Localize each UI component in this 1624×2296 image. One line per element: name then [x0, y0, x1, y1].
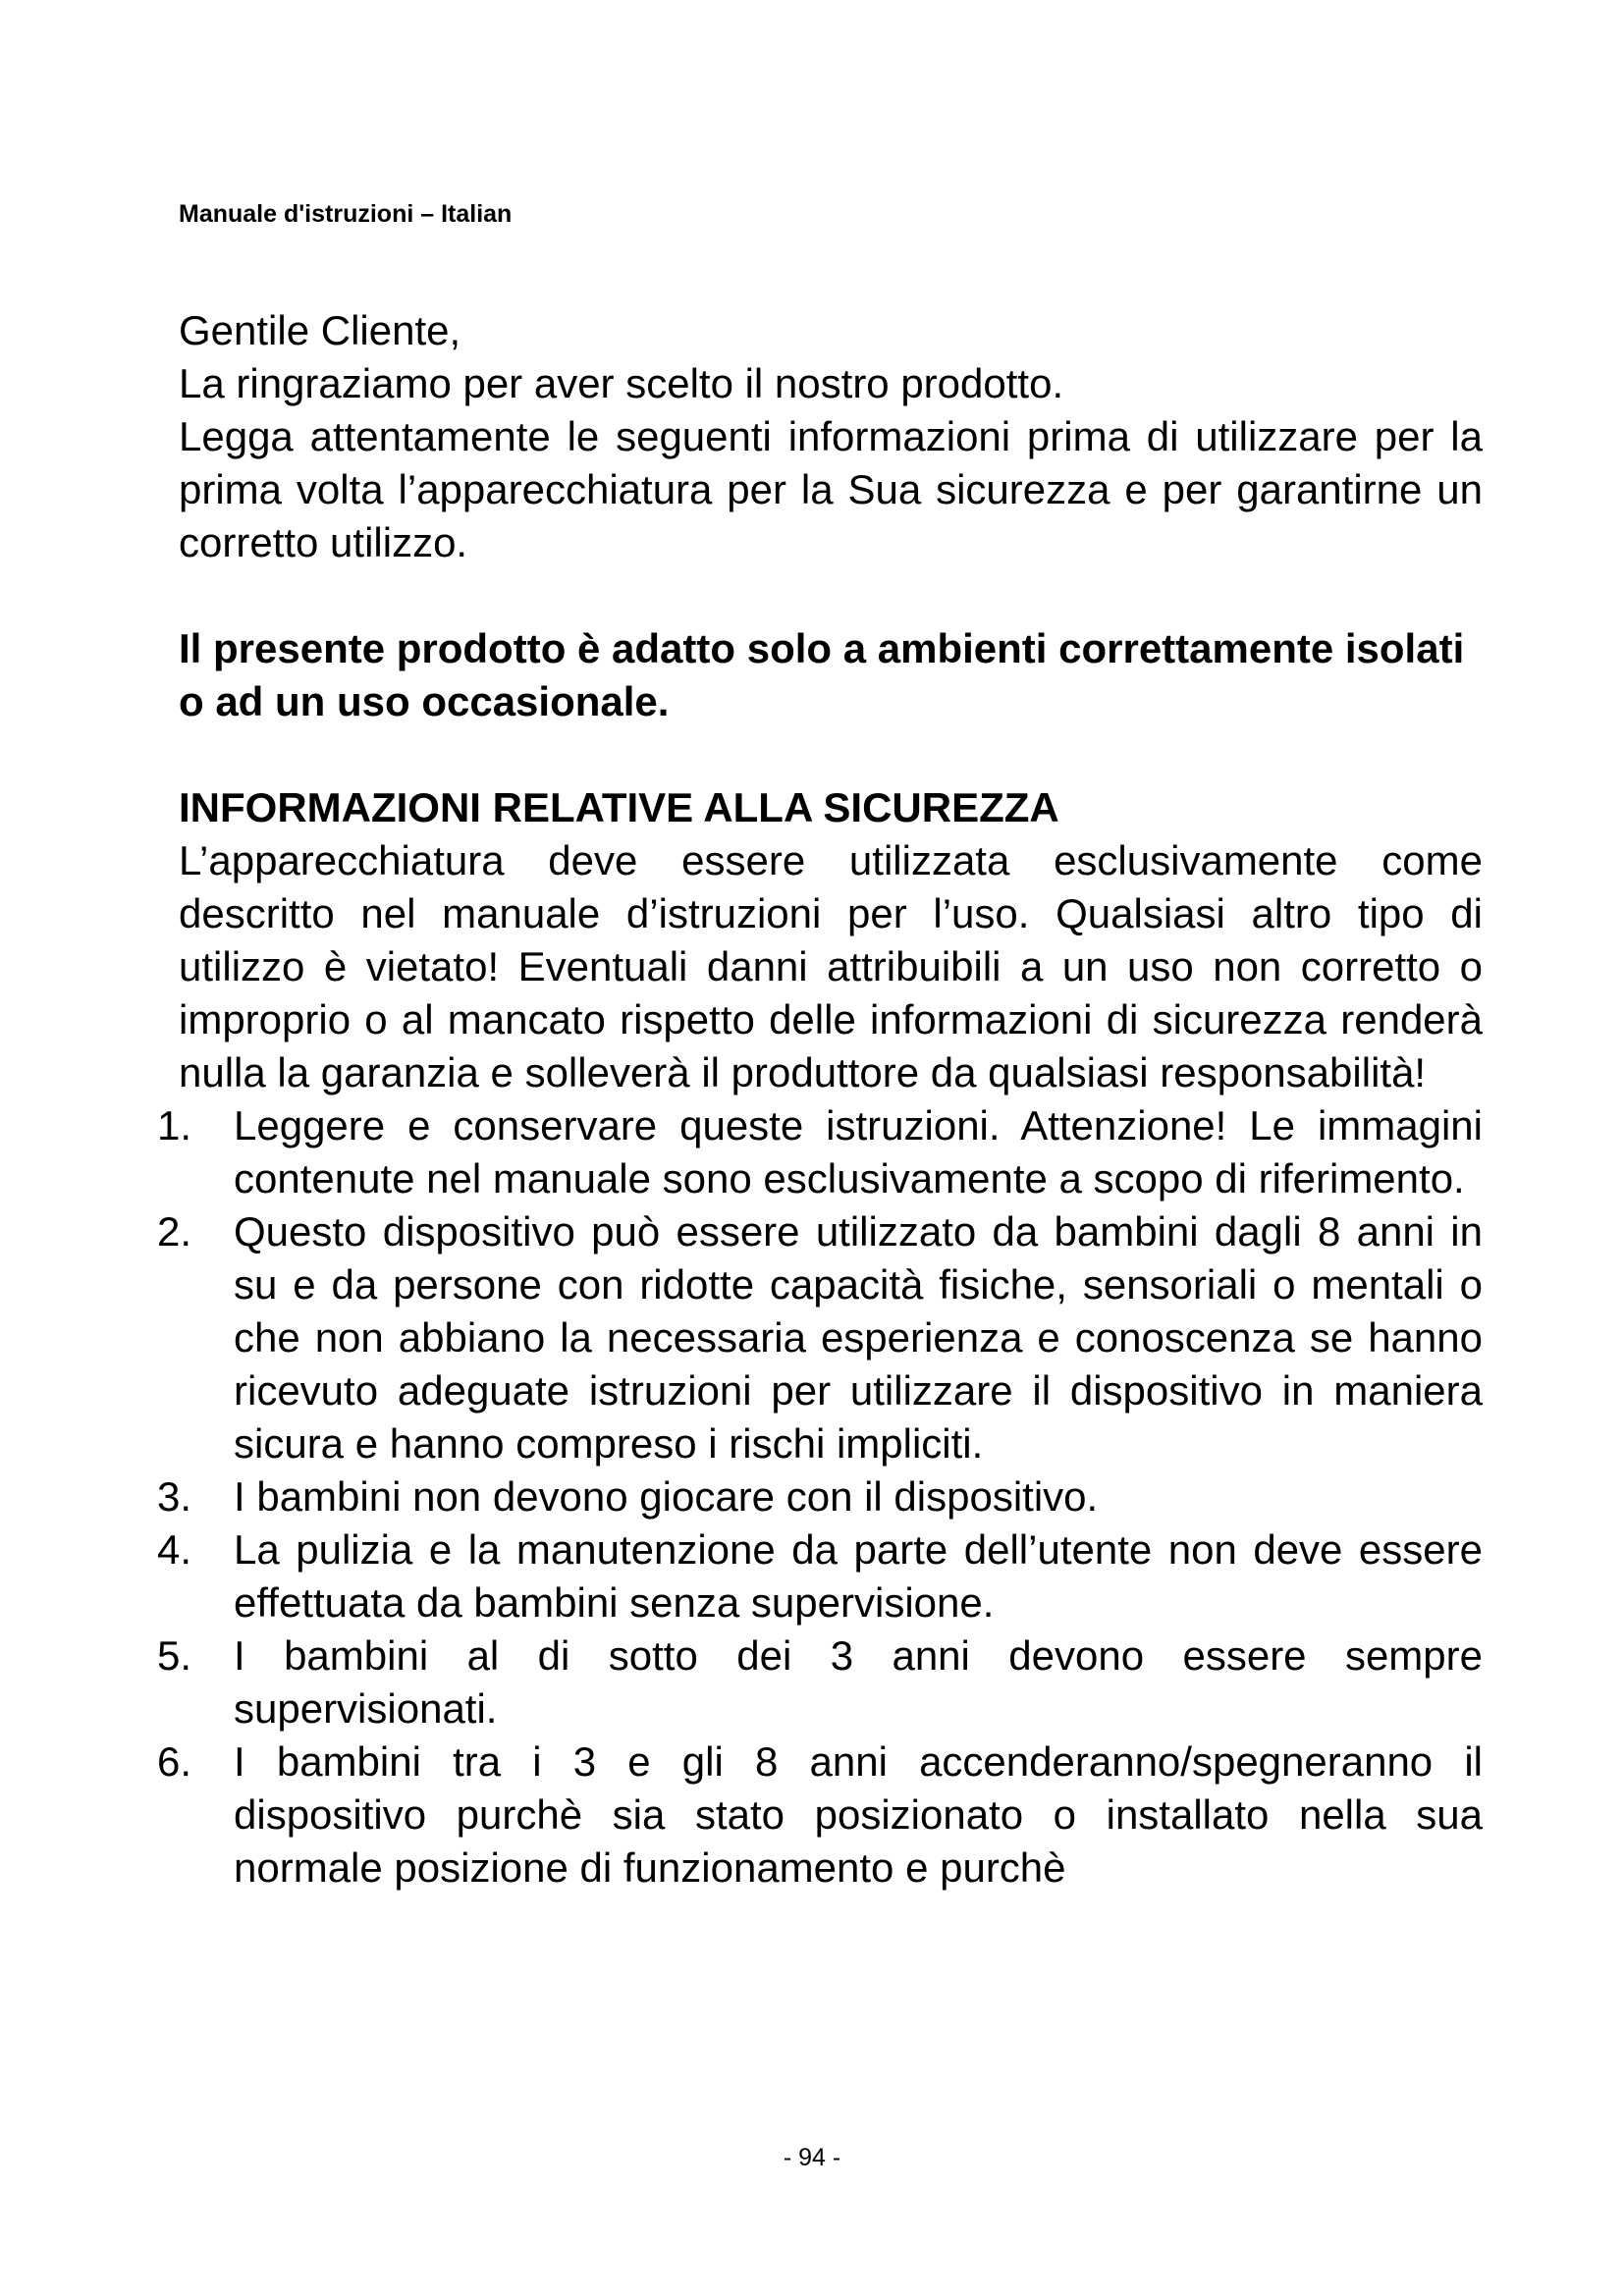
list-item-text: Leggere e conservare queste istruzioni. Attenzione! Le immagini contenute nel manuale sono esclusivamente a scopo di riferimento.: [234, 1102, 1483, 1201]
list-item: [157, 1205, 1483, 1470]
list-item-text: I bambini non devono giocare con il dispositivo.: [234, 1473, 1099, 1520]
list-item-number: 2.: [157, 1208, 192, 1255]
greeting-instructions: Legga attentamente le seguenti informazioni prima di utilizzare per la prima volta l’apparecchiatura per la Sua sicurezza e per garantirne un corretto utilizzo.: [179, 413, 1483, 565]
safety-list: [157, 1099, 1483, 1895]
product-notice: Il presente prodotto è adatto solo a ambienti correttamente isolati o ad un uso occasionale.: [179, 625, 1465, 724]
list-item: [157, 1470, 1483, 1523]
list-item-number: 6.: [157, 1738, 192, 1785]
list-item: [157, 1523, 1483, 1629]
list-item-text: I bambini tra i 3 e gli 8 anni accenderanno/spegneranno il dispositivo purchè sia stato posizionato o installato nella sua normale posizione di funzionamento e purchè: [234, 1738, 1483, 1891]
greeting-salutation: Gentile Cliente,: [179, 307, 461, 353]
list-item: [157, 1099, 1483, 1205]
greeting-thanks: La ringraziamo per aver scelto il nostro prodotto.: [179, 360, 1064, 406]
page-number: - 94 -: [783, 2144, 841, 2171]
list-item: [157, 1629, 1483, 1735]
list-item-text: Questo dispositivo può essere utilizzato da bambini dagli 8 anni in su e da persone con ridotte capacità fisiche, sensoriali o mentali o che non abbiano la necessaria esperienza e conoscenza se hanno ricevuto adeguate istruzioni per utilizzare il dispositivo in maniera sicura e hanno compreso i rischi impliciti.: [234, 1208, 1483, 1467]
greeting-block: [179, 304, 1483, 569]
list-item-text: La pulizia e la manutenzione da parte dell’utente non deve essere effettuata da bambini senza supervisione.: [234, 1526, 1483, 1626]
list-item-text: I bambini al di sotto dei 3 anni devono essere sempre supervisionati.: [234, 1632, 1483, 1732]
list-item-number: 4.: [157, 1526, 192, 1573]
running-header: Manuale d'istruzioni – Italian: [179, 200, 513, 228]
list-item-number: 1.: [157, 1102, 192, 1148]
list-item-number: 5.: [157, 1632, 192, 1679]
list-item: [157, 1735, 1483, 1895]
safety-section-title: INFORMAZIONI RELATIVE ALLA SICUREZZA: [179, 784, 1059, 830]
safety-intro: L’apparecchiatura deve essere utilizzata esclusivamente come descritto nel manuale d’istruzioni per l’uso. Qualsiasi altro tipo di utilizzo è vietato! Eventuali danni attribuibili a un uso non corretto o improprio o al mancato rispetto delle informazioni di sicurezza renderà nulla la garanzia e solleverà il produttore da qualsiasi responsabilità!: [179, 837, 1483, 1095]
list-item-number: 3.: [157, 1473, 192, 1520]
page-content: [157, 304, 1483, 1895]
